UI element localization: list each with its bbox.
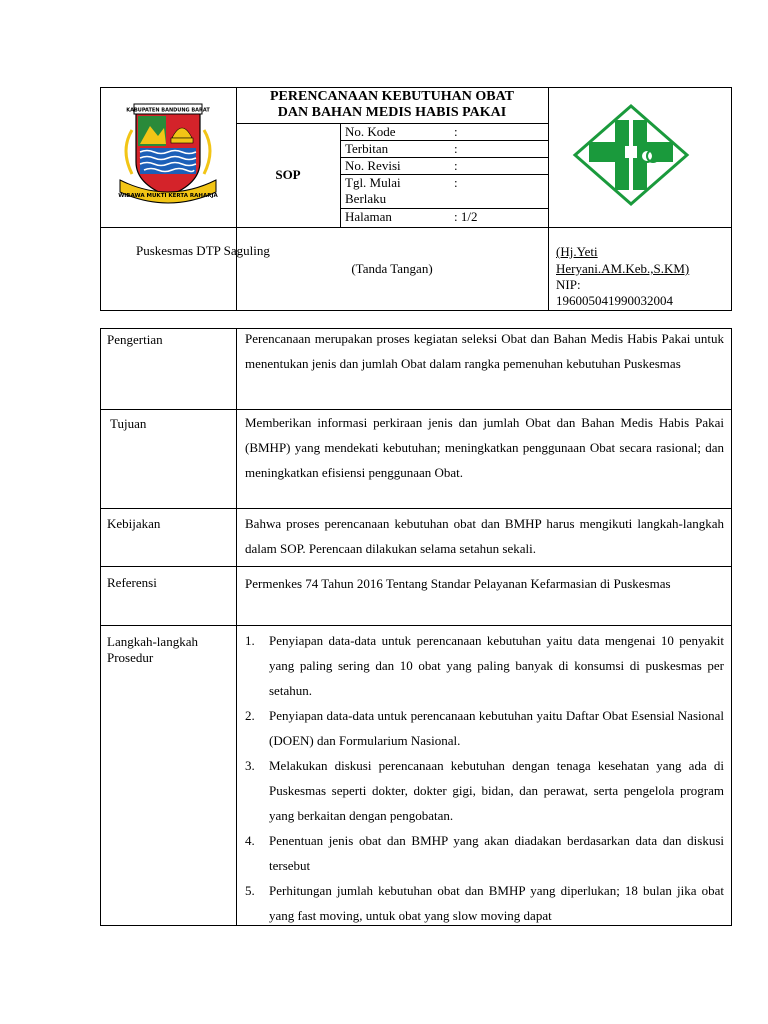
step-number: 1. <box>245 633 255 648</box>
document-title-line1: PERENCANAAN KEBUTUHAN OBAT <box>270 89 514 104</box>
row-text-pengertian: Perencanaan merupakan proses kegiatan seleksi Obat dan Bahan Medis Habis Pakai untuk menentukan jenis dan jumlah Obat dalam rangka pemenuhan kebutuhan Puskesmas <box>245 331 724 371</box>
row-label-procedure-2: Prosedur <box>107 650 154 665</box>
row-label-referensi: Referensi <box>107 575 157 590</box>
meta-label-berlaku: Berlaku <box>345 191 387 206</box>
meta-label-tgl-mulai: Tgl. Mulai <box>345 175 401 190</box>
sop-label: SOP <box>275 167 301 182</box>
step-text: Melakukan diskusi perencanaan kebutuhan dengan tenaga kesehatan yang ada di Puskesmas seperti dokter, dokter gigi, bidan, dan perawat, serta pengelola program yang berkaitan dengan pengobatan. <box>269 758 724 823</box>
meta-value-halaman: : 1/2 <box>454 209 478 224</box>
procedure-step <box>245 628 724 703</box>
step-number: 5. <box>245 883 255 898</box>
procedure-step <box>245 703 724 753</box>
row-label-tujuan: Tujuan <box>107 416 147 431</box>
meta-label-terbitan: Terbitan <box>345 141 389 156</box>
crest-bottom-text: WIBAWA MUKTI KERTA RAHARJA <box>118 193 218 199</box>
step-number: 4. <box>245 833 255 848</box>
step-text: Perhitungan jumlah kebutuhan obat dan BMHP yang diperlukan; 18 bulan jika obat yang fast moving, untuk obat yang slow moving dapat <box>269 883 724 923</box>
row-label-pengertian: Pengertian <box>107 332 163 347</box>
document-title-line2: DAN BAHAN MEDIS HABIS PAKAI <box>277 105 507 120</box>
step-text: Penyiapan data-data untuk perencanaan kebutuhan yaitu Daftar Obat Esensial Nasional (DOEN) dan Formularium Nasional. <box>269 708 724 748</box>
step-number: 3. <box>245 758 255 773</box>
nip-value: 196005041990032004 <box>556 293 673 308</box>
nip-label: NIP: <box>556 277 581 292</box>
regency-crest-logo <box>116 100 220 208</box>
meta-value-no-revisi: : <box>454 158 458 173</box>
puskesmas-name: Puskesmas DTP Saguling <box>136 243 270 258</box>
puskesmas-cross-logo <box>571 104 691 206</box>
step-text: Penyiapan data-data untuk perencanaan kebutuhan yaitu data mengenai 10 penyakit yang paling sering dan 10 obat yang paling banyak di konsumsi di puskesmas per setahun. <box>269 633 724 698</box>
official-name-line1: (Hj.Yeti <box>556 244 598 259</box>
procedure-steps <box>245 628 724 925</box>
step-text: Penentuan jenis obat dan BMHP yang akan diadakan berdasarkan data dan diskusi tersebut <box>269 833 724 873</box>
signature-placeholder: (Tanda Tangan) <box>351 261 433 276</box>
row-label-kebijakan: Kebijakan <box>107 516 161 531</box>
official-name-line2: Heryani.AM.Keb.,S.KM) <box>556 261 690 276</box>
meta-label-no-revisi: No. Revisi <box>345 158 401 173</box>
meta-value-no-kode: : <box>454 124 458 139</box>
meta-value-tgl-mulai: : <box>454 175 458 190</box>
procedure-step <box>245 828 724 878</box>
meta-label-no-kode: No. Kode <box>345 124 396 139</box>
meta-value-terbitan: : <box>454 141 458 156</box>
row-label-procedure-1: Langkah-langkah <box>107 634 198 649</box>
procedure-step <box>245 878 724 925</box>
meta-label-halaman: Halaman <box>345 209 392 224</box>
procedure-step <box>245 753 724 828</box>
row-text-referensi: Permenkes 74 Tahun 2016 Tentang Standar Pelayanan Kefarmasian di Puskesmas <box>245 576 671 591</box>
row-text-tujuan: Memberikan informasi perkiraan jenis dan jumlah Obat dan Bahan Medis Habis Pakai (BMHP) yang mendekati kebutuhan; meningkatkan penggunaan Obat secara rasional; dan meningkatkan efisiensi penggunaan Obat. <box>245 415 724 480</box>
step-number: 2. <box>245 708 255 723</box>
crest-top-text: KABUPATEN BANDUNG BARAT <box>126 107 210 114</box>
row-text-kebijakan: Bahwa proses perencanaan kebutuhan obat dan BMHP harus mengikuti langkah-langkah dalam SOP. Perencaan dilakukan selama setahun sekali. <box>245 516 724 556</box>
